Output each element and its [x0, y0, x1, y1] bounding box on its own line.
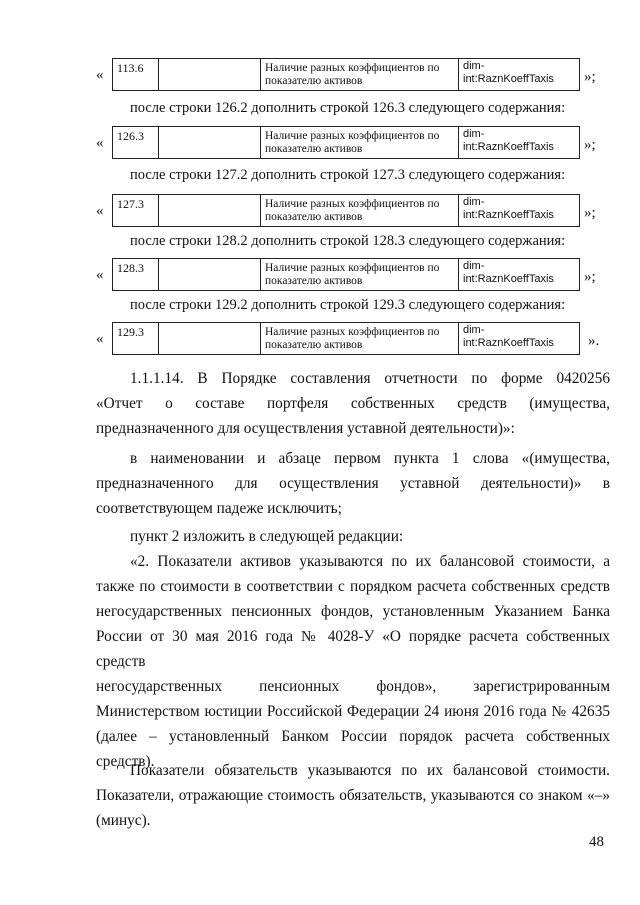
text-line: России от 30 мая 2016 года № 4028-У «О порядке расчета собственных средств: [96, 628, 610, 670]
indicator-table: [112, 322, 580, 355]
row-description: Наличие разных коэффициентов по показателю активов: [261, 59, 459, 90]
row-description: Наличие разных коэффициентов по показателю активов: [261, 323, 459, 354]
instruction-note: после строки 129.2 дополнить строкой 129.3 следующего содержания:: [130, 297, 566, 313]
close-quote: »;: [584, 205, 596, 221]
row-description: Наличие разных коэффициентов по показателю активов: [261, 195, 459, 226]
text-line: в наименовании и абзаце первом пункта 1 слова «(имущества,: [130, 450, 610, 467]
text-line: Министерством юстиции Российской Федерации 24 июня 2016 года № 42635: [96, 703, 610, 720]
row-description: Наличие разных коэффициентов по показателю активов: [261, 127, 459, 158]
paragraph-liabilities: [96, 758, 610, 833]
empty-cell: [159, 59, 261, 90]
text-line: также по стоимости в соответствии с порядком расчета собственных средств: [96, 578, 610, 595]
table-row: [0, 194, 640, 228]
paragraph-point-2: [96, 524, 610, 549]
close-quote: »;: [584, 269, 596, 285]
table-row: [0, 126, 640, 160]
open-quote: «: [96, 67, 104, 83]
empty-cell: [159, 127, 261, 158]
paragraph-assets: [96, 549, 610, 774]
close-quote: »;: [584, 69, 596, 85]
page-number: 48: [589, 834, 604, 850]
open-quote: «: [96, 203, 104, 219]
row-code: dim-int:RaznKoeffTaxis: [463, 128, 554, 153]
text-line: (далее – установленный Банком России порядок расчета собственных: [96, 728, 610, 745]
text-line: соответствующем падеже исключить;: [96, 500, 342, 517]
instruction-note: после строки 128.2 дополнить строкой 128.3 следующего содержания:: [130, 233, 566, 249]
indicator-table: [112, 194, 580, 227]
table-row: [0, 258, 640, 292]
text-line: средств).: [96, 753, 155, 770]
open-quote: «: [96, 267, 104, 283]
text-line: Показатели, отражающие стоимость обязательств, указываются со знаком «–»: [96, 787, 610, 804]
row-number: 129.3: [113, 323, 159, 354]
paragraph-1-1-1-14: [96, 366, 610, 441]
row-number: 126.3: [113, 127, 159, 158]
text-line: пункт 2 изложить в следующей редакции:: [130, 528, 404, 545]
empty-cell: [159, 259, 261, 290]
row-code: dim-int:RaznKoeffTaxis: [463, 196, 554, 221]
text-line: предназначенного для осуществления уставной деятельности)» в: [96, 475, 610, 492]
close-quote: »;: [584, 137, 596, 153]
row-code: dim-int:RaznKoeffTaxis: [463, 60, 554, 85]
text-line: «2. Показатели активов указываются по их балансовой стоимости, а: [130, 553, 610, 570]
row-description: Наличие разных коэффициентов по показателю активов: [261, 259, 459, 290]
paragraph-name-change: [96, 446, 610, 521]
instruction-note: после строки 126.2 дополнить строкой 126.3 следующего содержания:: [130, 100, 566, 116]
indicator-table: [112, 58, 580, 91]
empty-cell: [159, 323, 261, 354]
text-line: 1.1.1.14. В Порядке составления отчетности по форме 0420256: [130, 370, 610, 387]
row-number: 127.3: [113, 195, 159, 226]
row-number: 113.6: [113, 59, 159, 90]
close-quote: ».: [588, 333, 600, 349]
instruction-note: после строки 127.2 дополнить строкой 127.3 следующего содержания:: [130, 167, 566, 183]
text-line: «Отчет о составе портфеля собственных средств (имущества,: [96, 395, 610, 412]
text-line: предназначенного для осуществления уставной деятельности)»:: [96, 420, 515, 437]
text-line: негосударственных пенсионных фондов», зарегистрированным: [96, 678, 610, 695]
row-code: dim-int:RaznKoeffTaxis: [463, 324, 554, 349]
text-line: Показатели обязательств указываются по их балансовой стоимости.: [130, 762, 610, 779]
text-line: (минус).: [96, 812, 151, 829]
row-code: dim-int:RaznKoeffTaxis: [463, 260, 554, 285]
row-number: 128.3: [113, 259, 159, 290]
open-quote: «: [96, 135, 104, 151]
empty-cell: [159, 195, 261, 226]
open-quote: «: [96, 331, 104, 347]
indicator-table: [112, 126, 580, 159]
text-line: негосударственных пенсионных фондов, установленным Указанием Банка: [96, 603, 610, 620]
table-row: [0, 58, 640, 92]
table-row: [0, 322, 640, 356]
indicator-table: [112, 258, 580, 291]
